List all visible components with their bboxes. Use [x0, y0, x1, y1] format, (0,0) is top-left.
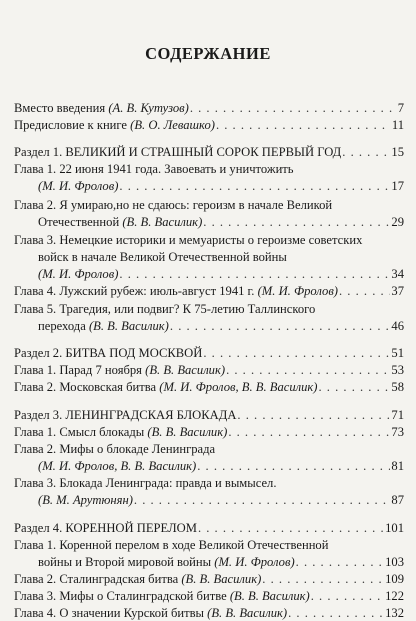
toc-page-number: 7 [397, 101, 404, 115]
toc-page-number: 109 [385, 572, 404, 586]
toc-entry [14, 571, 404, 587]
toc-entry-title: Глава 2. Я умираю,но не сдаюсь: героизм в начале Великой [14, 198, 333, 212]
toc-page-number: 15 [391, 145, 404, 159]
toc-entry-title: войск в начале Великой Отечественной войны [38, 250, 287, 264]
toc-leader-dots [203, 214, 390, 230]
toc-entry-text [14, 605, 287, 621]
toc-entry [14, 318, 404, 334]
toc-page-number: 132 [385, 606, 404, 620]
toc-page-number: 51 [391, 346, 404, 360]
toc-entry [14, 554, 404, 570]
toc-entry [14, 100, 404, 116]
toc-entry-text [14, 407, 236, 423]
toc-entry-title: Глава 2. Московская битва [14, 380, 160, 394]
toc-entry-author: (В. В. Василик) [88, 319, 169, 333]
toc-entry-author: (М. И. Фролов) [214, 555, 295, 569]
toc-entry-author: (В. В. Василик) [207, 606, 288, 620]
toc-entry-text [14, 492, 133, 508]
toc-entry [14, 161, 404, 177]
toc-entry-text [14, 379, 318, 395]
toc-entry-title: Глава 1. Парад 7 ноября [14, 363, 146, 377]
toc-entry [14, 424, 404, 440]
toc-entry-title: войны и Второй мировой войны [38, 555, 215, 569]
toc-entry [14, 178, 404, 194]
toc-entry-text [14, 588, 310, 604]
toc-page-number: 29 [391, 215, 404, 229]
toc-entry [14, 605, 404, 621]
toc-page-number: 34 [391, 267, 404, 281]
toc-leader-dots [203, 345, 390, 361]
toc-entry-title: Вместо введения [14, 101, 109, 115]
toc-entry [14, 232, 404, 248]
toc-entry-text [14, 144, 341, 160]
toc-entry-title: Отечественной [38, 215, 123, 229]
toc-entry [14, 249, 404, 265]
toc-entry [14, 407, 404, 423]
toc-leader-dots [134, 492, 391, 508]
toc-page-number: 46 [391, 319, 404, 333]
toc-entry-text [14, 232, 362, 248]
toc-entry-author: (В. М. Арутюнян) [38, 493, 133, 507]
toc-entry-author: (В. В. Василик) [145, 363, 226, 377]
toc-entry-text [14, 441, 215, 457]
toc-entry-title: Раздел 4. КОРЕННОЙ ПЕРЕЛОМ [14, 521, 197, 535]
toc-leader-dots [119, 178, 390, 194]
toc-entry-text [14, 178, 118, 194]
toc-entry [14, 266, 404, 282]
toc-entry-title: Предисловие к книге [14, 118, 131, 132]
toc-leader-dots [342, 144, 390, 160]
toc-leader-dots [197, 458, 390, 474]
toc-entry-title: Глава 4. Лужский рубеж: июль-август 1941 г. [14, 284, 258, 298]
toc-entry-text [14, 458, 196, 474]
toc-entry [14, 144, 404, 160]
toc-entry-text [14, 249, 287, 265]
toc-entry-text [14, 537, 328, 553]
toc-entry-text [14, 214, 202, 230]
toc-leader-dots [288, 605, 384, 621]
toc-entry [14, 441, 404, 457]
toc-entry [14, 197, 404, 213]
toc-entry-text [14, 266, 118, 282]
toc-entry-title: Глава 3. Мифы о Сталинградской битве [14, 589, 230, 603]
toc-entry-text [14, 100, 189, 116]
toc-page-number: 53 [391, 363, 404, 377]
toc-entry-text [14, 283, 338, 299]
toc-entry-title: Глава 5. Трагедия, или подвиг? К 75-летию Таллинского [14, 302, 316, 316]
toc-entry-text [14, 161, 294, 177]
toc-entry [14, 475, 404, 491]
toc-entry-title: Глава 2. Сталинградская битва [14, 572, 182, 586]
toc-entry-title: Глава 1. 22 июня 1941 года. Завоевать и уничтожить [14, 162, 294, 176]
toc-page-number: 87 [391, 493, 404, 507]
toc-page-number: 101 [385, 521, 404, 535]
toc-entry-text [14, 362, 225, 378]
toc-entry-text [14, 554, 295, 570]
toc-entry-title: Глава 1. Коренной перелом в ходе Великой Отечественной [14, 538, 329, 552]
toc-page-number: 58 [391, 380, 404, 394]
page-title: СОДЕРЖАНИЕ [145, 44, 271, 63]
toc-leader-dots [198, 520, 384, 536]
toc-leader-dots [319, 379, 391, 395]
toc-entry-title: Глава 3. Немецкие историки и мемуаристы о героизме советских [14, 233, 363, 247]
toc-entry-author: (М. И. Фролов) [257, 284, 338, 298]
toc-entry-author: (М. И. Фролов) [38, 179, 119, 193]
toc-leader-dots [296, 554, 384, 570]
toc-entry-author: (М. И. Фролов, В. В. Василик) [159, 380, 318, 394]
toc-entry-text [14, 301, 315, 317]
toc-entry-text [14, 424, 227, 440]
toc-entry-title: Раздел 3. ЛЕНИНГРАДСКАЯ БЛОКАДА [14, 408, 237, 422]
toc-entry-author: (А. В. Кутузов) [108, 101, 189, 115]
toc-leader-dots [228, 424, 390, 440]
toc-entry [14, 345, 404, 361]
toc-entry-title: Раздел 2. БИТВА ПОД МОСКВОЙ [14, 346, 203, 360]
toc-page-number: 122 [385, 589, 404, 603]
toc-entry-author: (В. В. Василик) [147, 425, 228, 439]
toc-page-number: 81 [391, 459, 404, 473]
toc-entry-author: (М. И. Фролов) [38, 267, 119, 281]
toc-page-number: 17 [391, 179, 404, 193]
toc-entry [14, 492, 404, 508]
toc-leader-dots [190, 100, 397, 116]
toc-page-number: 73 [391, 425, 404, 439]
toc-entry-author: (В. В. Василик) [122, 215, 203, 229]
toc-entry-text [14, 571, 261, 587]
toc-entry [14, 520, 404, 536]
toc-entry-author: (М. И. Фролов, В. В. Василик) [38, 459, 197, 473]
toc-leader-dots [170, 318, 391, 334]
toc-page-number: 11 [391, 118, 404, 132]
toc-page-number: 71 [391, 408, 404, 422]
toc-entry-text [14, 197, 332, 213]
toc-leader-dots [237, 407, 390, 423]
toc-entry-title: Раздел 1. ВЕЛИКИЙ И СТРАШНЫЙ СОРОК ПЕРВЫЙ ГОД [14, 145, 342, 159]
toc-entry-title: Глава 3. Блокада Ленинграда: правда и вымысел. [14, 476, 277, 490]
toc-entry-title: Глава 4. О значении Курской битвы [14, 606, 208, 620]
toc-entry-title: перехода [38, 319, 89, 333]
toc-entry [14, 117, 404, 133]
toc-entry-author: (В. О. Левашко) [130, 118, 215, 132]
toc-entry-author: (В. В. Василик) [229, 589, 310, 603]
toc-entry [14, 283, 404, 299]
toc-leader-dots [119, 266, 390, 282]
toc-page-number: 103 [385, 555, 404, 569]
toc-entry [14, 301, 404, 317]
toc-entry-text [14, 345, 202, 361]
toc-entry [14, 214, 404, 230]
toc-entry [14, 379, 404, 395]
toc-entry-author: (В. В. Василик) [181, 572, 262, 586]
toc-leader-dots [339, 283, 390, 299]
toc-entry-title: Глава 1. Смысл блокады [14, 425, 148, 439]
toc-entry-title: Глава 2. Мифы о блокаде Ленинграда [14, 442, 216, 456]
toc-leader-dots [311, 588, 384, 604]
toc-entry-text [14, 318, 169, 334]
toc-leader-dots [226, 362, 390, 378]
toc-entry-text [14, 117, 215, 133]
toc-entry-text [14, 475, 277, 491]
toc-entry [14, 537, 404, 553]
toc-page-number: 37 [391, 284, 404, 298]
toc-entry [14, 362, 404, 378]
toc-entry [14, 588, 404, 604]
toc-leader-dots [262, 571, 384, 587]
toc-leader-dots [216, 117, 391, 133]
toc-entry-text [14, 520, 197, 536]
toc-entry [14, 458, 404, 474]
